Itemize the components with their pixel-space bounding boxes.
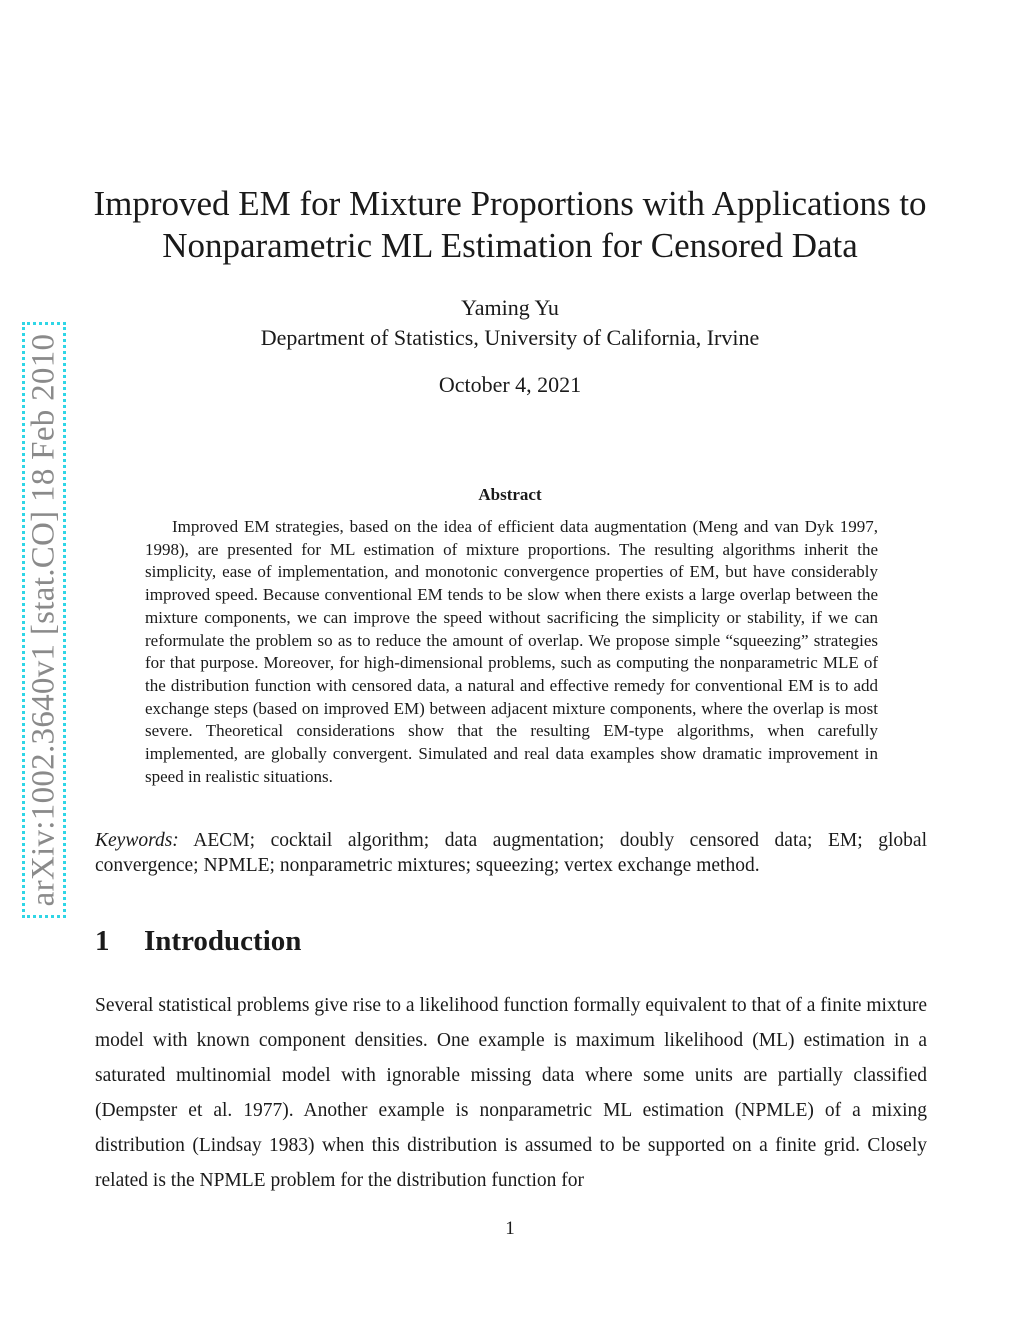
publication-date: October 4, 2021 <box>438 372 582 397</box>
author-name: Yaming Yu <box>461 295 559 320</box>
author-affiliation: Department of Statistics, University of California, Irvine <box>260 325 760 350</box>
arxiv-identifier: arXiv:1002.3640v1 [stat.CO] 18 Feb 2010 <box>25 333 62 907</box>
keywords-label: Keywords: <box>95 830 179 851</box>
page-number: 1 <box>505 1218 515 1239</box>
section-number: 1 <box>95 925 110 957</box>
paper-title-line-2: Nonparametric ML Estimation for Censored Data <box>162 226 858 265</box>
abstract-text: Improved EM strategies, based on the idea of efficient data augmentation (Meng and van Dyk 1997, 1998), are presented for ML estimation of mixture proportions. The resulting algorithms inherit the simplicity, ease of implementation, and monotonic convergence properties of EM, but have considerably improved speed. Because conventional EM tends to be slow when there exists a large overlap between the mixture components, we can improve the speed without sacrificing the simplicity or stability, if we can reformulate the problem so as to reduce the amount of overlap. We propose simple “squeezing” strategies for that purpose. Moreover, for high-dimensional problems, such as computing the nonparametric MLE of the distribution function with censored data, a natural and effective remedy for conventional EM is to add exchange steps (based on improved EM) between adjacent mixture components, where the overlap is most severe. Theoretical considerations show that the resulting EM-type algorithms, when carefully implemented, are globally convergent. Simulated and real data examples show dramatic improvement in speed in realistic situations. <box>145 517 878 786</box>
keywords-text: AECM; cocktail algorithm; data augmentation; doubly censored data; EM; global convergence; NPMLE; nonparametric mixtures; squeezing; vertex exchange method. <box>95 830 927 876</box>
paper-title-line-1: Improved EM for Mixture Proportions with Applications to <box>93 184 927 223</box>
arxiv-sidebar-stamp <box>22 322 66 918</box>
introduction-paragraph: Several statistical problems give rise to a likelihood function formally equivalent to that of a finite mixture model with known component densities. One example is maximum likelihood (ML) estimation in a saturated multinomial model with ignorable missing data where some units are partially classified (Dempster et al. 1977). Another example is nonparametric ML estimation (NPMLE) of a mixing distribution (Lindsay 1983) when this distribution is assumed to be supported on a finite grid. Closely related is the NPMLE problem for the distribution function for <box>95 995 927 1191</box>
section-heading <box>95 925 301 958</box>
section-title: Introduction <box>144 925 302 957</box>
keywords-paragraph <box>95 828 927 878</box>
abstract-heading: Abstract <box>478 485 542 504</box>
